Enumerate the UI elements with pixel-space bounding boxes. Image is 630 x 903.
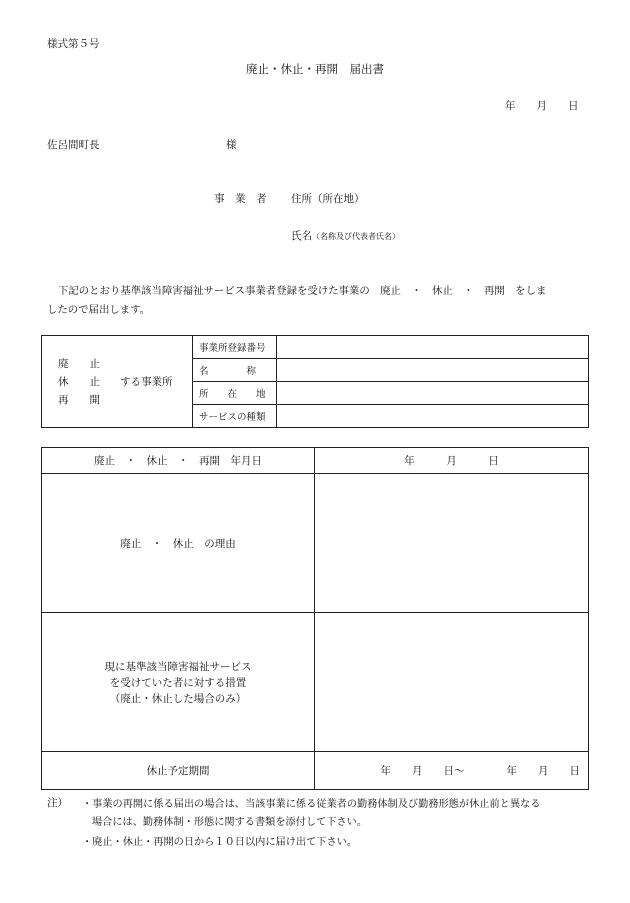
office-name-value[interactable] <box>277 359 589 382</box>
addressee-honorific: 様 <box>226 139 237 151</box>
office-status-cell <box>42 336 193 428</box>
submission-date: 年 月 日 <box>505 100 579 112</box>
name-label: 氏名 <box>291 230 312 242</box>
body-line-2: したので届出します。 <box>47 304 151 316</box>
form-number: 様式第５号 <box>47 38 100 50</box>
note-line-2: 場合には、勤務体制・形態に関する書類を添付して下さい。 <box>92 817 368 828</box>
measures-label <box>42 613 315 752</box>
period-label: 休止予定期間 <box>42 752 315 790</box>
form-title: 廃止・休止・再開 届出書 <box>246 62 384 76</box>
row-label-service-type: サービスの種類 <box>193 405 277 428</box>
row-label-name: 名 称 <box>193 359 277 382</box>
note-prefix: 注） <box>47 797 68 809</box>
measures-line-3: （廃止・休止した場合のみ） <box>109 692 247 705</box>
registration-number-value[interactable] <box>277 336 589 359</box>
addressee: 佐呂間町長 <box>47 139 100 151</box>
row-label-registration: 事業所登録番号 <box>193 336 277 359</box>
reason-value[interactable] <box>315 474 589 613</box>
status-label-suspend: 休 止 <box>58 376 100 388</box>
office-label: する事業所 <box>120 376 173 388</box>
note-line-1: ・事業の再開に係る届出の場合は、当該事業に係る従業者の勤務体制及び勤務形態が休止前と異なる <box>82 799 541 810</box>
name-note: （名称及び代表者氏名） <box>312 232 400 241</box>
operator-label: 事 業 者 <box>214 193 267 205</box>
row-label-location: 所 在 地 <box>193 382 277 405</box>
measures-line-1: 現に基準該当障害福祉サービス <box>104 660 252 673</box>
date-value[interactable]: 年 月 日 <box>315 448 589 474</box>
office-location-value[interactable] <box>277 382 589 405</box>
detail-table <box>41 447 589 790</box>
office-table <box>41 335 589 428</box>
service-type-value[interactable] <box>277 405 589 428</box>
measures-value[interactable] <box>315 613 589 752</box>
name-label-group <box>291 228 400 243</box>
address-label: 住所（所在地） <box>291 193 365 205</box>
measures-line-2: を受けていた者に対する措置 <box>109 676 247 689</box>
date-label: 廃止 ・ 休止 ・ 再開 年月日 <box>42 448 315 474</box>
reason-label: 廃止 ・ 休止 の理由 <box>42 474 315 613</box>
note-line-3: ・廃止・休止・再開の日から１０日以内に届け出て下さい。 <box>82 837 358 848</box>
body-line-1: 下記のとおり基準該当障害福祉サービス事業者登録を受けた事業の 廃止 ・ 休止 ・ 再開 をしま <box>58 285 547 297</box>
period-value[interactable]: 年 月 日～ 年 月 日 <box>315 752 589 790</box>
status-label-resume: 再 開 <box>58 394 100 406</box>
status-label-abolish: 廃 止 <box>58 358 100 370</box>
